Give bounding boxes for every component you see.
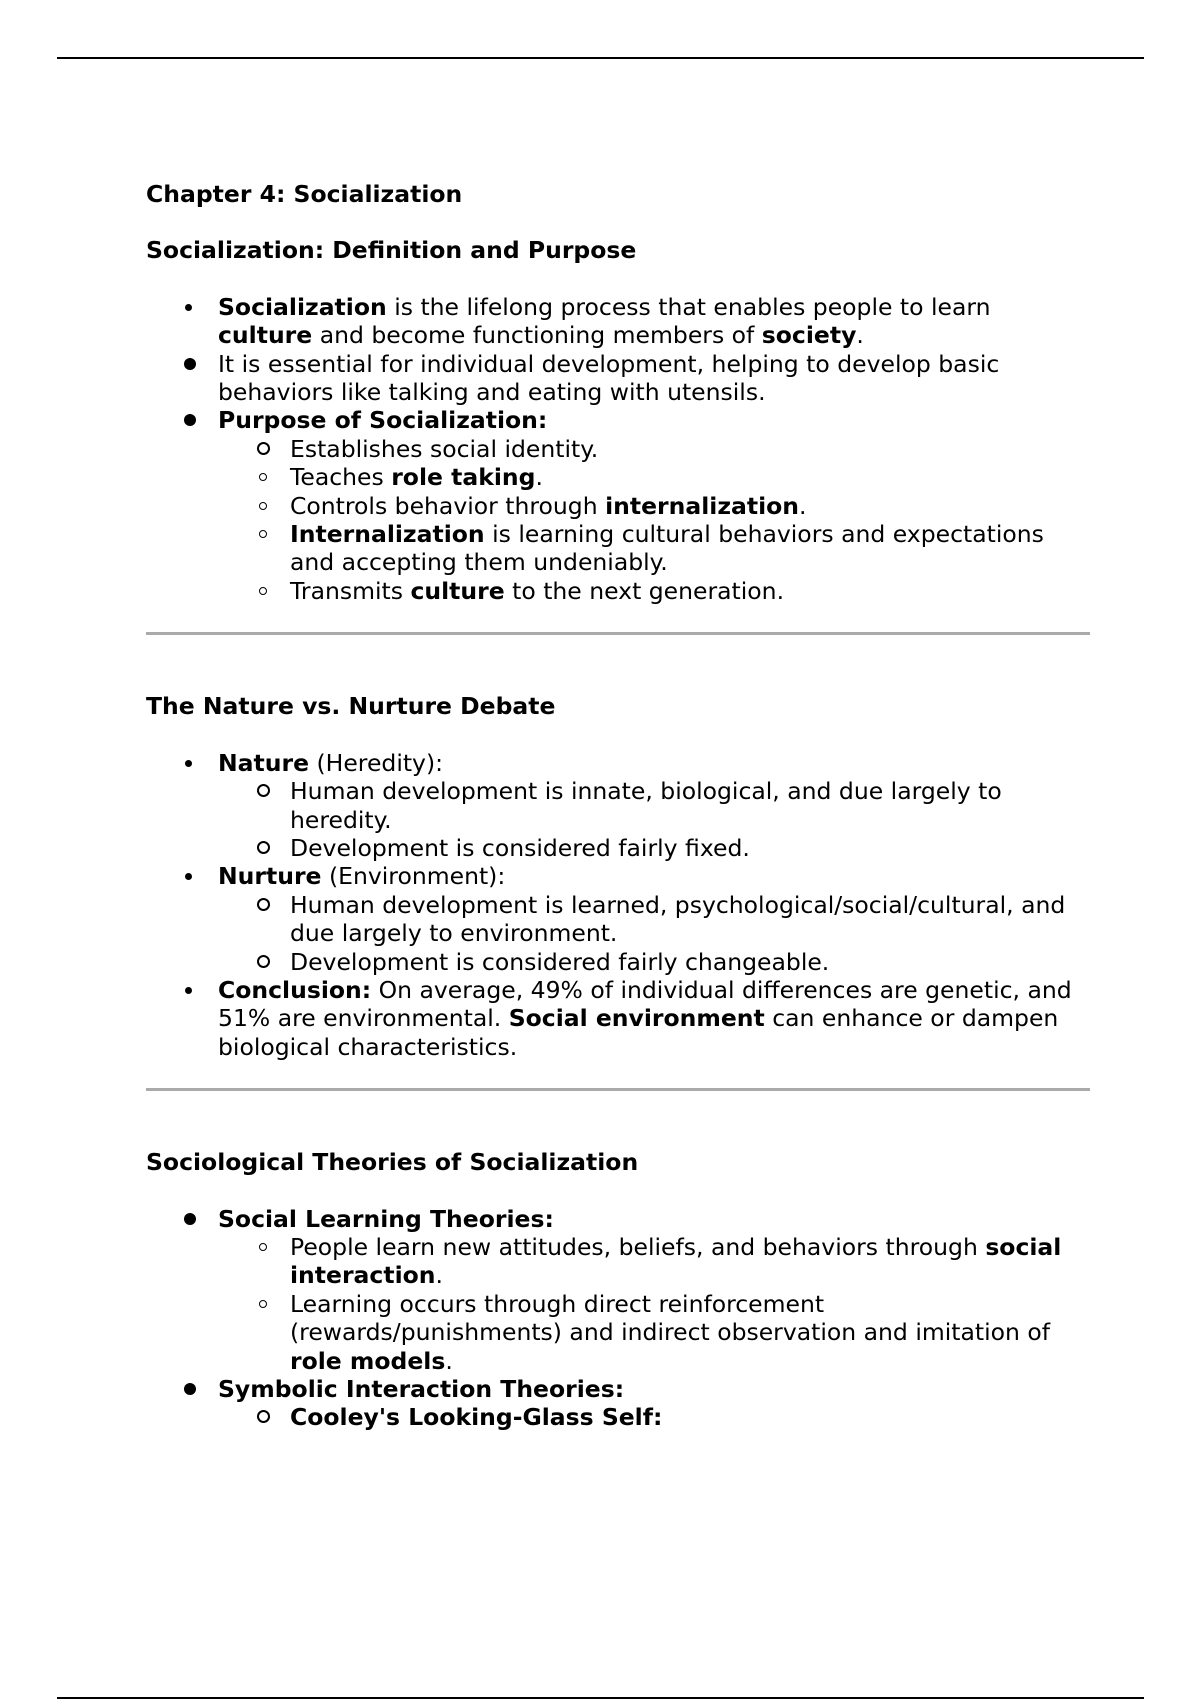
bullet-dot-icon: [184, 414, 196, 426]
section-divider: [146, 632, 1090, 635]
page-top-rule: [57, 57, 1144, 59]
list-item: Socialization is the lifelong process that enables people to learn culture and become functioning members of society.: [146, 293, 1090, 350]
sub-list-item: Teaches role taking.: [146, 463, 1090, 491]
bullet-circle-icon: [257, 442, 270, 455]
sub-list-item: Establishes social identity.: [146, 435, 1090, 463]
sub-list-item: Learning occurs through direct reinforcement (rewards/punishments) and indirect observation and imitation of role models.: [146, 1290, 1090, 1375]
bullet-dot-icon: [184, 1383, 196, 1395]
nurture-sublist: [218, 891, 1090, 976]
sub-list-item: Cooley's Looking-Glass Self:: [146, 1403, 1090, 1431]
sub-list-item: People learn new attitudes, beliefs, and behaviors through social interaction.: [146, 1233, 1090, 1290]
social-learning-sublist: [218, 1233, 1090, 1375]
theories-list: [146, 1205, 1090, 1432]
bullet-circle-icon: [257, 898, 270, 911]
list-item: Social Learning Theories: People learn new attitudes, beliefs, and behaviors through social interaction. Learning occurs through direct reinforcement (rewards/punishments) and indirect observation and imitation of role models.: [146, 1205, 1090, 1375]
socialization-list: [146, 293, 1090, 605]
sub-list-item: Human development is learned, psychological/social/cultural, and due largely to environment.: [146, 891, 1090, 948]
bullet-circle-icon: [259, 502, 267, 510]
list-item: Conclusion: On average, 49% of individual differences are genetic, and 51% are environmental. Social environment can enhance or dampen biological characteristics.: [146, 976, 1090, 1061]
section-title-nature-nurture: The Nature vs. Nurture Debate: [146, 692, 556, 721]
document-body: [146, 180, 1090, 1432]
bullet-circle-icon: [257, 784, 270, 797]
list-item: Nature (Heredity): Human development is innate, biological, and due largely to heredity. Development is considered fairly fixed.: [146, 749, 1090, 863]
nature-sublist: [218, 777, 1090, 862]
chapter-title: Chapter 4: Socialization: [146, 180, 463, 208]
sub-list-item: Development is considered fairly changeable.: [146, 948, 1090, 976]
bullet-circle-icon: [257, 1410, 270, 1423]
bullet-circle-icon: [259, 530, 267, 538]
list-item: Purpose of Socialization: Establishes social identity. Teaches role taking. Controls behavior through internalization. Internalization is learning cultural behaviors and expectations and accepting them undeniably. Transmits culture to the next generation.: [146, 406, 1090, 605]
bullet-circle-icon: [257, 841, 270, 854]
page-bottom-rule: [57, 1697, 1144, 1699]
section-divider: [146, 1088, 1090, 1091]
bullet-dot-icon: [184, 358, 196, 370]
sub-list-item: Human development is innate, biological, and due largely to heredity.: [146, 777, 1090, 834]
sub-list-item: Transmits culture to the next generation.: [146, 577, 1090, 605]
bullet-circle-icon: [259, 587, 267, 595]
bullet-dot-icon: [185, 873, 192, 880]
list-item: Symbolic Interaction Theories: Cooley's Looking-Glass Self:: [146, 1375, 1090, 1432]
bullet-dot-icon: [185, 987, 192, 994]
bullet-dot-icon: [185, 304, 192, 311]
list-item: Nurture (Environment): Human development is learned, psychological/social/cultural, and due largely to environment. Development is considered fairly changeable.: [146, 862, 1090, 976]
sub-list-item: Controls behavior through internalization.: [146, 492, 1090, 520]
bullet-circle-icon: [259, 1243, 267, 1251]
bullet-dot-icon: [185, 760, 192, 767]
section-title-socialization: Socialization: Definition and Purpose: [146, 236, 637, 265]
symbolic-interaction-sublist: [218, 1403, 1090, 1431]
bullet-circle-icon: [257, 955, 270, 968]
nature-nurture-list: [146, 749, 1090, 1061]
bullet-dot-icon: [184, 1213, 196, 1225]
bullet-circle-icon: [259, 473, 267, 481]
sub-list-item: Internalization is learning cultural behaviors and expectations and accepting them undeniably.: [146, 520, 1090, 577]
bullet-circle-icon: [259, 1300, 267, 1308]
sub-list-item: Development is considered fairly fixed.: [146, 834, 1090, 862]
section-title-theories: Sociological Theories of Socialization: [146, 1148, 639, 1177]
list-item: It is essential for individual development, helping to develop basic behaviors like talking and eating with utensils.: [146, 350, 1090, 407]
purpose-sublist: [218, 435, 1090, 605]
